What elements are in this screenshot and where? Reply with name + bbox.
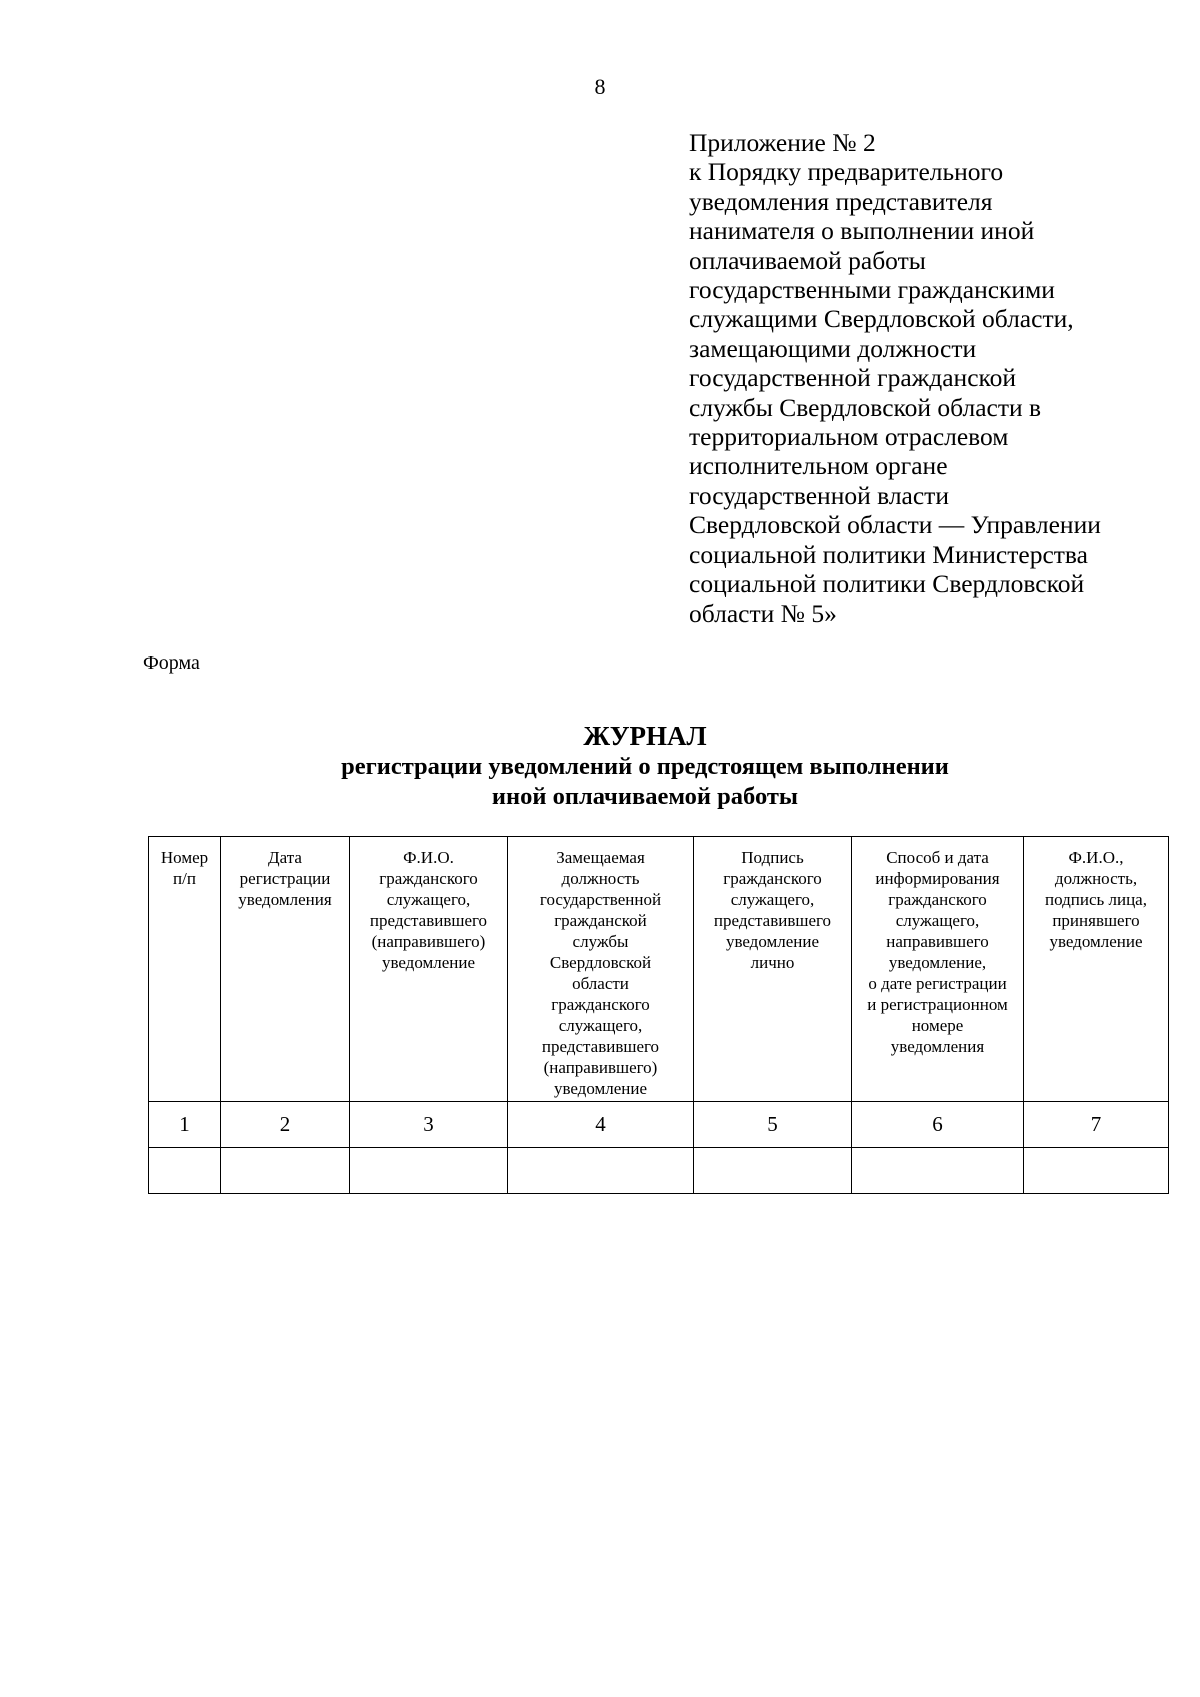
appendix-line: территориальном отраслевом [689,422,1009,452]
empty-cell [350,1148,508,1194]
appendix-line: социальной политики Министерства [689,539,1088,569]
column-header-line: представившего [369,911,488,930]
column-header-line: номере [911,1016,964,1035]
column-header-line: (направившего) [543,1058,658,1077]
column-header-line: Свердловской [549,953,652,972]
empty-cell [694,1148,852,1194]
appendix-line: исполнительном органе [689,451,948,481]
column-header-employee-name [350,837,508,1102]
column-header-line: (направившего) [371,932,486,951]
column-header-informing-method [852,837,1024,1102]
column-header-line: служащего, [730,890,815,909]
empty-cell [149,1148,221,1194]
journal-table [148,836,1169,1194]
column-header-line: представившего [713,911,832,930]
appendix-line: Приложение № 2 [689,128,876,157]
column-header-line: служащего, [895,911,980,930]
column-header-line: уведомление, [888,953,987,972]
table-empty-row [149,1148,1169,1194]
column-number-cell: 1 [149,1102,221,1148]
column-header-line: уведомление [553,1079,648,1098]
appendix-line: замещающими должности [689,333,977,363]
appendix-line: государственной гражданской [689,363,1017,393]
column-header-line: о дате регистрации [868,974,1007,993]
column-number-cell: 4 [508,1102,694,1148]
column-header-line: гражданского [551,995,650,1014]
column-header-line: Замещаемая [556,848,645,867]
column-number-cell: 6 [852,1102,1024,1148]
journal-heading [150,721,1140,812]
column-header-line: уведомление [1049,932,1143,951]
appendix-line: государственными гражданскими [689,275,1055,305]
appendix-line: к Порядку предварительного [689,157,1004,187]
empty-cell [508,1148,694,1194]
column-number-cell: 7 [1024,1102,1169,1148]
column-number-cell: 2 [221,1102,350,1148]
column-header-number [149,837,221,1102]
column-header-line: уведомление [725,932,820,951]
appendix-line: Свердловской области — Управлении [689,510,1101,540]
journal-subtitle-line: иной оплачиваемой работы [491,783,799,810]
page-number: 8 [594,74,606,99]
empty-cell [221,1148,350,1194]
column-header-line: службы [572,932,629,951]
column-header-line: принявшего [1052,911,1140,930]
column-header-line: п/п [173,869,196,888]
journal-subtitle-line: регистрации уведомлений о предстоящем выполнении [341,753,949,780]
appendix-line: нанимателя о выполнении иной [689,216,1035,246]
column-header-line: гражданской [554,911,647,930]
table-number-row [149,1102,1169,1148]
appendix-line: уведомления представителя [689,186,993,216]
column-header-line: направившего [886,932,989,951]
appendix-line: социальной политики Свердловской [689,569,1085,599]
appendix-block [689,128,1179,628]
column-header-line: Подпись [741,848,804,867]
column-header-line: и регистрационном [867,995,1008,1014]
empty-cell [852,1148,1024,1194]
column-number-cell: 5 [694,1102,852,1148]
column-header-signature [694,837,852,1102]
column-header-line: Ф.И.О. [403,848,454,867]
column-header-receiver [1024,837,1169,1102]
column-header-line: Номер [160,848,209,867]
column-header-line: гражданского [723,869,822,888]
column-header-line: представившего [541,1037,660,1056]
column-header-line: гражданского [888,890,987,909]
appendix-line: области № 5» [689,598,837,628]
appendix-line: оплачиваемой работы [689,245,926,275]
column-header-line: Ф.И.О., [1068,848,1124,867]
column-header-line: подпись лица, [1045,890,1147,909]
appendix-line: государственной власти [689,480,949,510]
column-header-line: должность, [1054,869,1138,888]
table-header-row [149,837,1169,1102]
empty-cell [1024,1148,1169,1194]
column-header-line: уведомления [890,1037,985,1056]
column-header-line: должность [561,869,640,888]
column-header-line: Дата [268,848,302,867]
journal-title: ЖУРНАЛ [583,721,707,751]
column-header-line: лично [750,953,795,972]
appendix-line: службы Свердловской области в [689,392,1042,422]
column-header-line: гражданского [379,869,478,888]
column-header-registration-date [221,837,350,1102]
column-header-line: служащего, [386,890,471,909]
column-header-line: регистрации [239,869,331,888]
column-number-cell: 3 [350,1102,508,1148]
column-header-position [508,837,694,1102]
column-header-line: области [572,974,629,993]
column-header-line: уведомление [381,953,476,972]
column-header-line: Способ и дата [886,848,989,867]
appendix-line: служащими Свердловской области, [689,304,1074,334]
column-header-line: информирования [875,869,1000,888]
column-header-line: уведомления [238,890,332,909]
column-header-line: государственной [539,890,662,909]
form-label: Форма [143,652,200,674]
column-header-line: служащего, [558,1016,643,1035]
